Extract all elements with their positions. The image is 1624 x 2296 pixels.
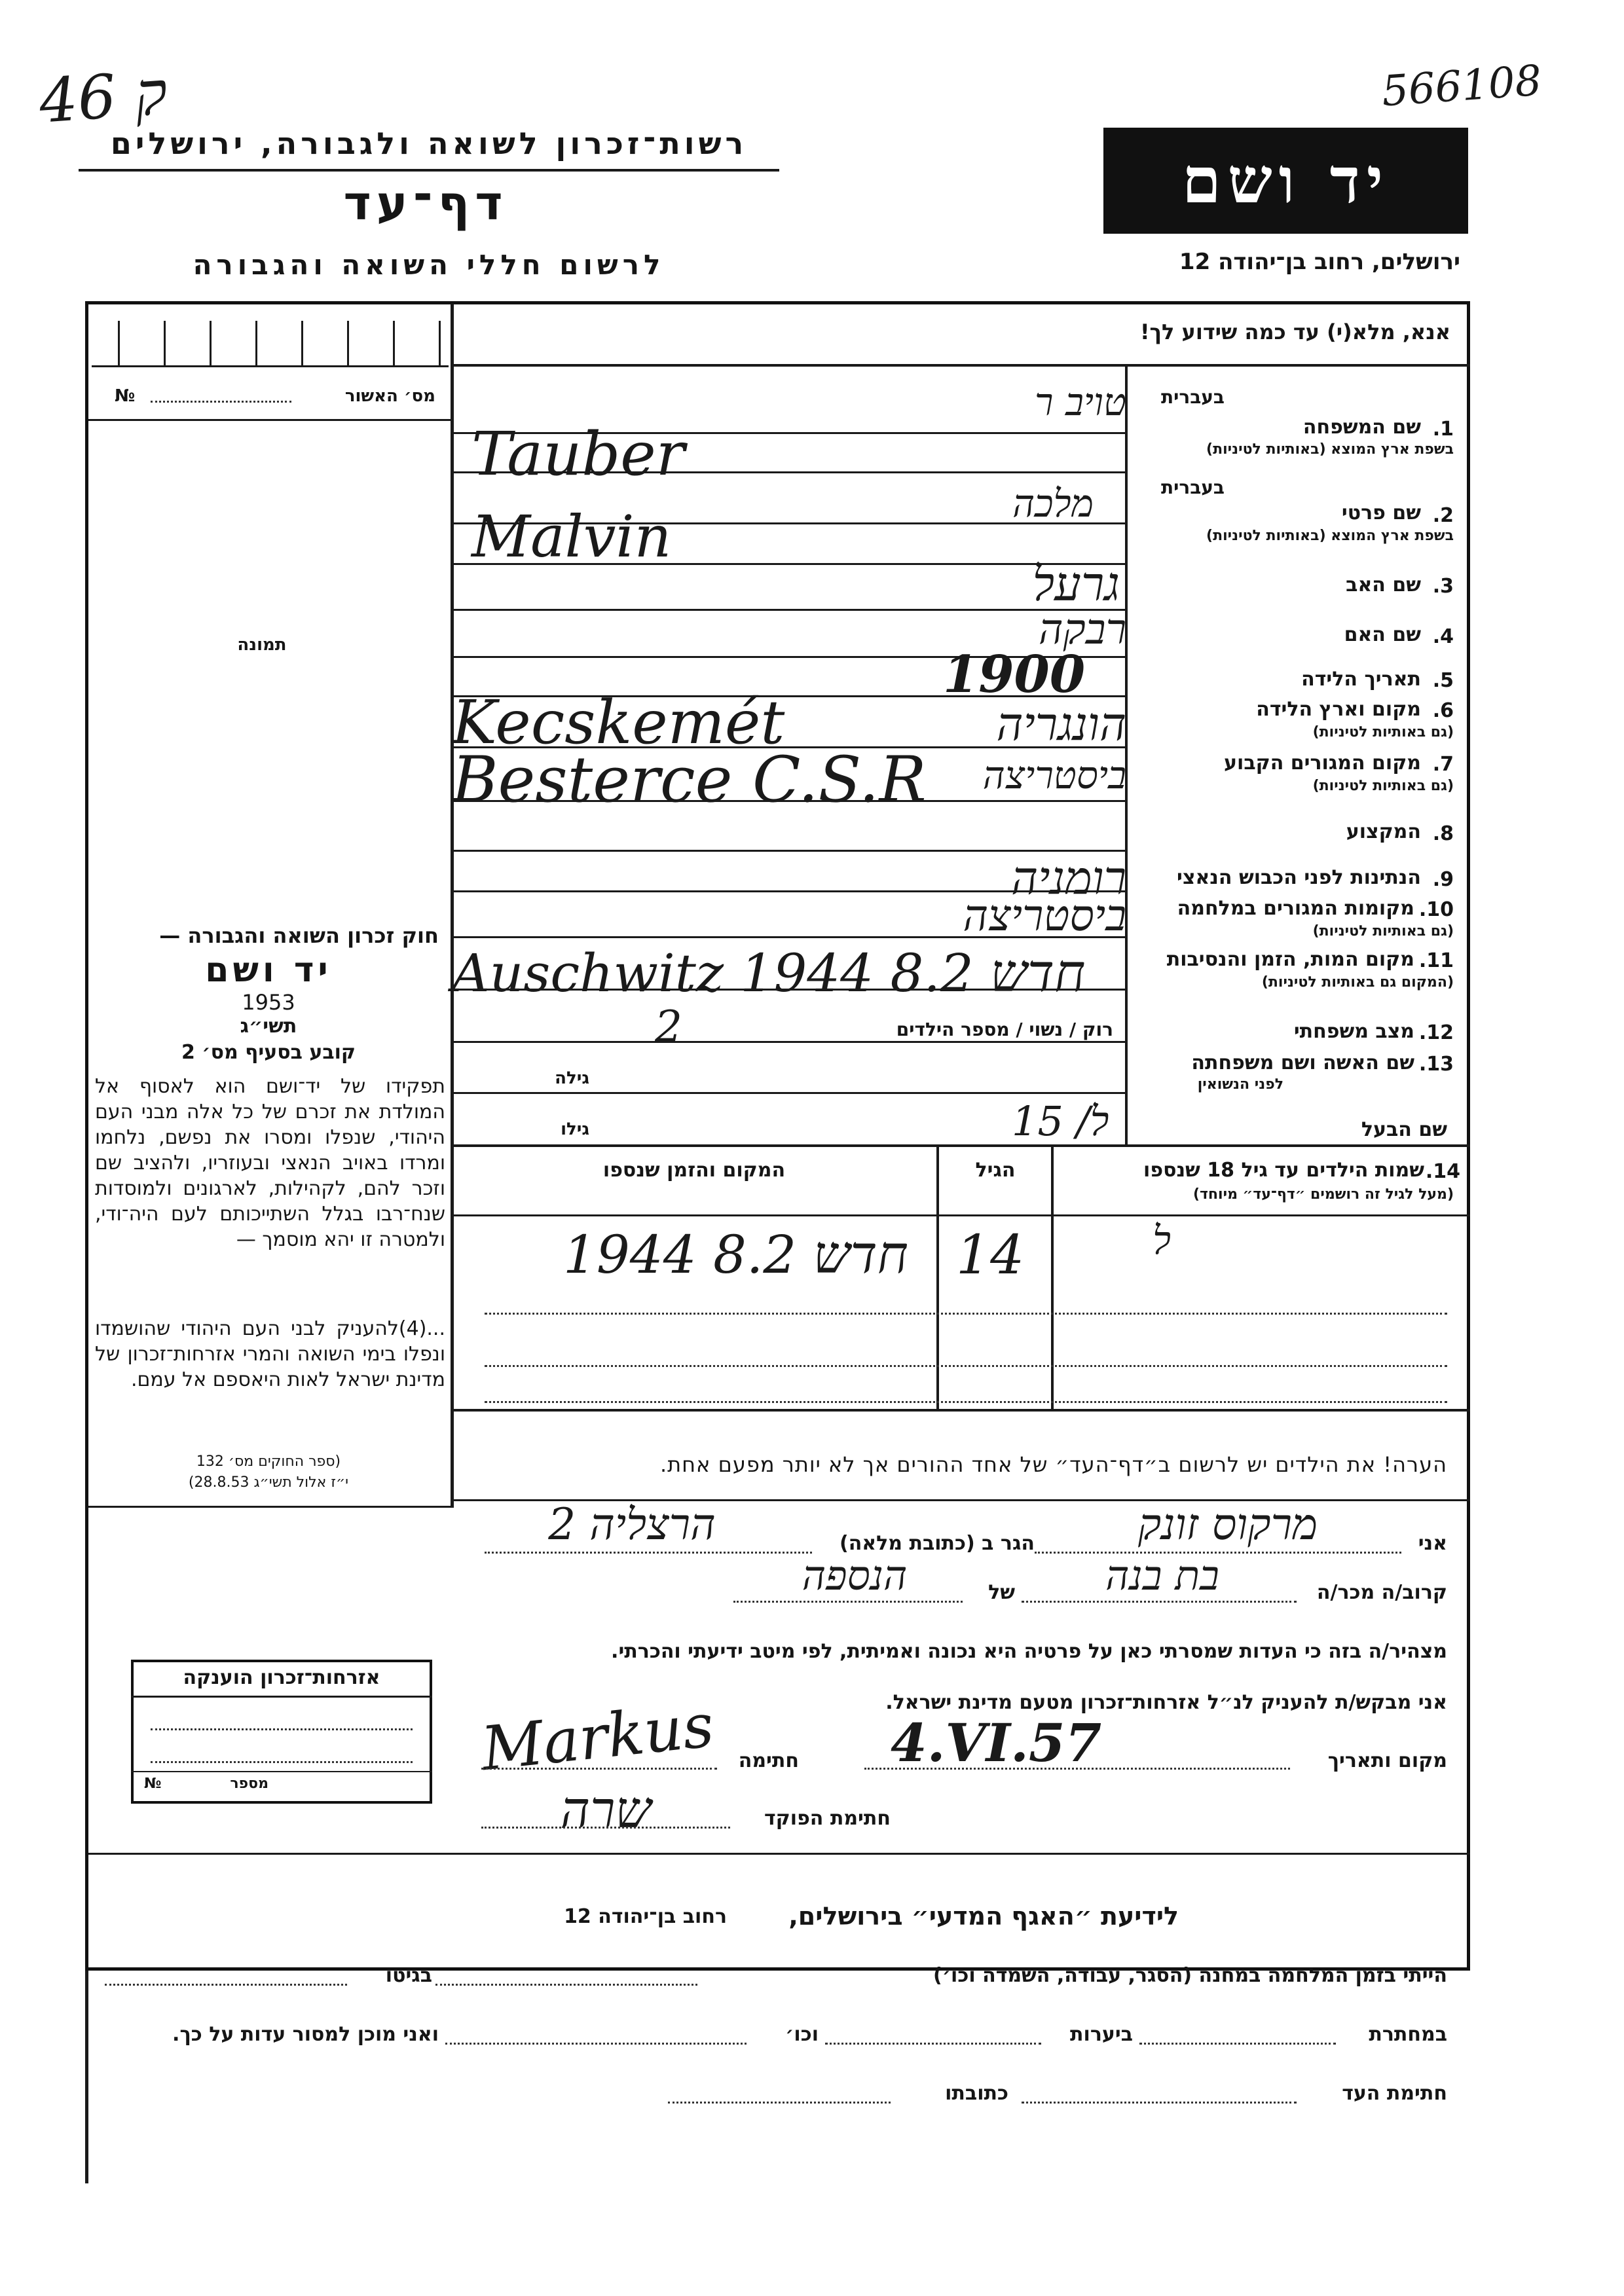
declarant-of-label: של bbox=[988, 1581, 1015, 1604]
approval-number-symbol: № bbox=[115, 386, 136, 406]
instruction: אנא, מלא(י) עד כמה שידוע לך! bbox=[1139, 319, 1450, 344]
field-1-number: 1. bbox=[1432, 418, 1454, 441]
field-6-number: 6. bbox=[1432, 699, 1454, 722]
field-10-value[interactable]: ביסטריצה bbox=[963, 890, 1126, 941]
field-4-label: שם האם bbox=[1344, 623, 1421, 646]
note: הערה! את הילדים יש לרשום ב״דף־העד״ של אחד ההורים אך לא יותר מפעם אחת. bbox=[659, 1452, 1447, 1477]
child-1-name[interactable]: ל bbox=[1153, 1218, 1172, 1264]
field-7-value[interactable]: Besterce C.S.R bbox=[452, 743, 927, 816]
field-12-number: 12. bbox=[1418, 1021, 1454, 1044]
field-1-hebrew-label: בעברית bbox=[1160, 386, 1225, 408]
field-6-label: מקום וארץ הלידה bbox=[1256, 698, 1421, 721]
row-line bbox=[452, 1041, 1125, 1043]
field-9-label: הנתינות לפני הכבוש הנאצי bbox=[1177, 866, 1421, 889]
signature-label: חתימה bbox=[738, 1749, 799, 1772]
law-year: 1953 bbox=[242, 990, 295, 1015]
children-col-divider-2 bbox=[936, 1147, 939, 1409]
citizenship-number-symbol: № bbox=[144, 1776, 162, 1792]
info-address-label: כתובתו bbox=[945, 2082, 1008, 2105]
law-footnote-2: י״ז אלול תשי״ג 28.8.53) bbox=[188, 1474, 349, 1491]
field-13-age-label: גילה bbox=[555, 1068, 589, 1088]
field-2-label: שם פרטי bbox=[1341, 501, 1421, 524]
field-7-value-hebrew[interactable]: ביסטריצה bbox=[982, 753, 1126, 797]
field-3-number: 3. bbox=[1432, 575, 1454, 598]
approval-number-field[interactable] bbox=[151, 401, 291, 403]
field-11-label: מקום המות, הזמן והנסיבות bbox=[1166, 948, 1414, 971]
field-10-sub: (גם באותיות לטיניות) bbox=[1312, 923, 1454, 939]
declaration-text: מצהיר/ה בזה כי העדות שמסרתי כאן על פרטיה היא נכונה ואמיתית, לפי מיטב ידיעתי והכרתי. bbox=[611, 1640, 1447, 1663]
field-13-number: 13. bbox=[1418, 1053, 1454, 1076]
approval-comb bbox=[92, 314, 449, 367]
field-2-sub: בשפת ארץ המוצא (באותיות לטיניות) bbox=[1206, 528, 1454, 544]
field-12-label: מצב משפחתי bbox=[1293, 1020, 1414, 1043]
org-underline bbox=[79, 169, 779, 172]
children-table-bottom bbox=[452, 1409, 1470, 1412]
field-14-sub: (מעל לגיל זה רושמים ״דף־עד״ מיוחד) bbox=[1192, 1186, 1454, 1203]
declarant-address[interactable]: הרצליה 2 bbox=[548, 1499, 716, 1550]
field-4-value[interactable]: רבקה bbox=[1038, 606, 1126, 654]
field-5-number: 5. bbox=[1432, 669, 1454, 692]
citizenship-line-2 bbox=[151, 1761, 413, 1763]
info-underground-label: במחתרת bbox=[1369, 2023, 1447, 2046]
place-date-label: מקום ותאריך bbox=[1327, 1749, 1447, 1772]
yv-address: ירושלים, רחוב בן־יהודה 12 bbox=[1179, 249, 1460, 275]
child-1-place-time[interactable]: 1944 8.2 חדש bbox=[563, 1224, 908, 1285]
law-body-2: ...(4)להעניק לבני העם היהודי שהושמדו ונפלו בימי השואה והמרי אזרחות־זכרון של מדינת ישראל לאות היאספם אל עמם. bbox=[95, 1317, 445, 1391]
field-13-label: שם האשה ושם משפחתה bbox=[1191, 1051, 1414, 1074]
children-row-line bbox=[485, 1401, 1447, 1403]
law-body: תפקידו של יד־ושם הוא לאסוף אל המולדת את זכרם של כל אלה מבני העם היהודי, שנפלו ומסרו את נפשם, נלחמו ומרדו באויב הנאצי ובעוזריו, ולהציב שם וזכר להם, לקהילות, לארגונים ולמוסדות שנח־רבו בגלל השתייכותם לעם היה־ודי, ולמטרה זו יהא מוסמך — bbox=[95, 1075, 445, 1251]
field-9-number: 9. bbox=[1432, 868, 1454, 891]
children-place-time-header: המקום והזמן שנספו bbox=[602, 1159, 786, 1182]
field-6-sub: (גם באותיות לטיניות) bbox=[1312, 724, 1454, 740]
law-footnote-1: (ספר החוקים מס׳ 132 bbox=[196, 1453, 341, 1470]
law-year-hebrew: תשי״ג bbox=[240, 1015, 297, 1038]
field-6-value-hebrew[interactable]: הונגריה bbox=[996, 697, 1126, 751]
logo-text: יד ושם bbox=[1181, 143, 1390, 217]
field-11-number: 11. bbox=[1418, 949, 1454, 972]
field-10-number: 10. bbox=[1418, 898, 1454, 921]
field-2-value[interactable]: Malvin bbox=[471, 503, 672, 570]
info-ghetto-label: בגיטו bbox=[385, 1964, 432, 1987]
citizenship-row-line bbox=[131, 1771, 432, 1772]
citizenship-line-1 bbox=[151, 1728, 413, 1730]
field-2-number: 2. bbox=[1432, 504, 1454, 527]
field-3-value[interactable]: גרעל bbox=[1032, 556, 1120, 611]
info-camp-line bbox=[435, 1984, 697, 1986]
field-8-number: 8. bbox=[1432, 822, 1454, 845]
field-7-number: 7. bbox=[1432, 753, 1454, 776]
field-9-value[interactable]: רומניה bbox=[1011, 851, 1126, 905]
field-14-label: שמות הילדים עד גיל 18 שנספו bbox=[1143, 1159, 1424, 1182]
place-date-line bbox=[864, 1768, 1290, 1770]
law-clause: קובע בסעיף מס׳ 2 bbox=[181, 1041, 356, 1064]
declarant-relative-label: קרוב/ה מכר/ה bbox=[1316, 1581, 1447, 1604]
organization-line: רשות־זכרון לשואה ולגבורה, ירושלים bbox=[110, 126, 748, 161]
field-2-hebrew-label: בעברית bbox=[1160, 477, 1225, 498]
officer-signature[interactable]: שרה bbox=[560, 1781, 652, 1840]
form-subtitle: לרשום חללי השואה והגבורה bbox=[193, 249, 665, 281]
approval-box-bottom bbox=[88, 419, 452, 421]
info-ready-label: ואני מוכן למסור עדות על כך. bbox=[172, 2023, 439, 2046]
info-forests-line bbox=[825, 2043, 1041, 2045]
request-text: אני מבקש/ת להעניק לנ״ל אזרחות־זכרון מטעם מדינת ישראל. bbox=[885, 1691, 1447, 1714]
left-column-divider bbox=[451, 304, 454, 1410]
law-name: יד ושם bbox=[205, 951, 332, 990]
signature-line bbox=[481, 1768, 717, 1770]
field-7-label: מקום המגורים הקבוע bbox=[1224, 752, 1421, 774]
children-header-line bbox=[452, 1214, 1470, 1216]
row-line bbox=[452, 1092, 1125, 1094]
info-address: רחוב בן־יהודה 12 bbox=[564, 1905, 727, 1928]
field-1-value[interactable]: Tauber bbox=[471, 419, 685, 489]
field-12-options: רוק / נשוי / מספר הילדים bbox=[896, 1019, 1113, 1040]
husband-label: שם הבעל bbox=[1361, 1118, 1447, 1141]
children-row-line bbox=[485, 1365, 1447, 1367]
citizenship-number-label: מספר bbox=[230, 1776, 268, 1792]
info-title: לידיעת ״האגף המדעי״ בירושלים, bbox=[788, 1902, 1179, 1931]
field-3-label: שם האב bbox=[1346, 574, 1421, 596]
field-12-value[interactable]: 2 bbox=[655, 1002, 682, 1052]
info-etc-label: וכו׳ bbox=[785, 2023, 819, 2046]
field-1-label: שם המשפחה bbox=[1302, 416, 1421, 439]
field-4-number: 4. bbox=[1432, 625, 1454, 648]
handwritten-ref-right: 566108 bbox=[1380, 56, 1543, 117]
officer-label: חתימת הפוקד bbox=[764, 1807, 891, 1830]
field-5-value[interactable]: 1900 bbox=[943, 645, 1086, 704]
declarant-of-line bbox=[733, 1601, 963, 1603]
law-title: חוק זכרון השואה והגבורה — bbox=[159, 923, 439, 948]
field-7-sub: (גם באותיות לטיניות) bbox=[1312, 778, 1454, 794]
field-2-value-hebrew[interactable]: מלכה bbox=[1012, 481, 1094, 526]
place-date-value[interactable]: 4.VI.57 bbox=[891, 1712, 1102, 1774]
info-ghetto-line bbox=[105, 1984, 347, 1986]
info-forests-label: ביערות bbox=[1070, 2023, 1133, 2046]
declarant-relative[interactable]: בת בנה bbox=[1105, 1552, 1219, 1599]
field-11-value[interactable]: Auschwitz 1944 8.2 חדש bbox=[452, 943, 1086, 1004]
field-8-label: המקצוע bbox=[1346, 820, 1421, 843]
info-underground-line bbox=[1139, 2043, 1336, 2045]
declarant-name[interactable]: מרקוס זונק bbox=[1137, 1499, 1318, 1550]
photo-label: תמונה bbox=[237, 635, 287, 655]
law-box-right bbox=[451, 1408, 454, 1508]
info-camp-label: הייתי בזמן המלחמה במחנה (הסגר, עבודה, השמדה וכו׳) bbox=[933, 1964, 1447, 1987]
field-1-sub: בשפת ארץ המוצא (באותיות לטיניות) bbox=[1206, 441, 1454, 458]
info-divider bbox=[88, 1853, 1470, 1855]
husband-value[interactable]: ל/ 15 bbox=[1012, 1097, 1109, 1145]
law-box-bottom bbox=[88, 1506, 452, 1508]
field-6-value[interactable]: Kecskemét bbox=[452, 687, 785, 757]
officer-line bbox=[481, 1827, 730, 1829]
field-5-label: תאריך הלידה bbox=[1301, 668, 1421, 691]
declarant-of-value[interactable]: הנספה bbox=[802, 1552, 908, 1599]
handwritten-ref-left: 46 ק bbox=[37, 58, 170, 137]
declarant-lives-label: הגר ב (כתובת מלאה) bbox=[839, 1532, 1035, 1555]
child-1-age[interactable]: 14 bbox=[956, 1224, 1025, 1286]
row-line bbox=[452, 1144, 1470, 1147]
field-1-value-hebrew[interactable]: טויב ר bbox=[1035, 380, 1126, 424]
children-row-line bbox=[485, 1313, 1447, 1315]
declarant-relative-line bbox=[1022, 1601, 1297, 1603]
approval-number-label: מס׳ האשור bbox=[344, 386, 435, 406]
yad-vashem-logo bbox=[1103, 128, 1468, 234]
children-col-divider-1 bbox=[1051, 1147, 1054, 1409]
form-title: דף־עד bbox=[343, 175, 508, 230]
declarant-i-label: אני bbox=[1418, 1532, 1447, 1555]
husband-age-label: גילו bbox=[561, 1120, 589, 1139]
instruction-underline bbox=[452, 364, 1470, 367]
info-witness-signature-label: חתימת העד bbox=[1342, 2082, 1447, 2105]
citizenship-box-divider bbox=[131, 1696, 432, 1698]
field-13-sub: לפני הנשואין bbox=[1197, 1076, 1283, 1093]
field-10-label: מקומות המגורים במלחמה bbox=[1177, 897, 1414, 920]
field-14-number: 14. bbox=[1425, 1160, 1460, 1183]
signature-value[interactable]: Markus bbox=[478, 1690, 717, 1785]
citizenship-title: אזרחות־זכרון הוענקה bbox=[183, 1666, 380, 1689]
info-address-line bbox=[668, 2102, 891, 2104]
field-11-sub: (המקום גם באותיות לטיניות) bbox=[1261, 974, 1454, 991]
info-etc-line bbox=[445, 2043, 747, 2045]
info-witness-signature-line bbox=[1022, 2102, 1297, 2104]
lower-frame-left bbox=[85, 1971, 88, 2183]
children-age-header: הגיל bbox=[975, 1159, 1016, 1182]
